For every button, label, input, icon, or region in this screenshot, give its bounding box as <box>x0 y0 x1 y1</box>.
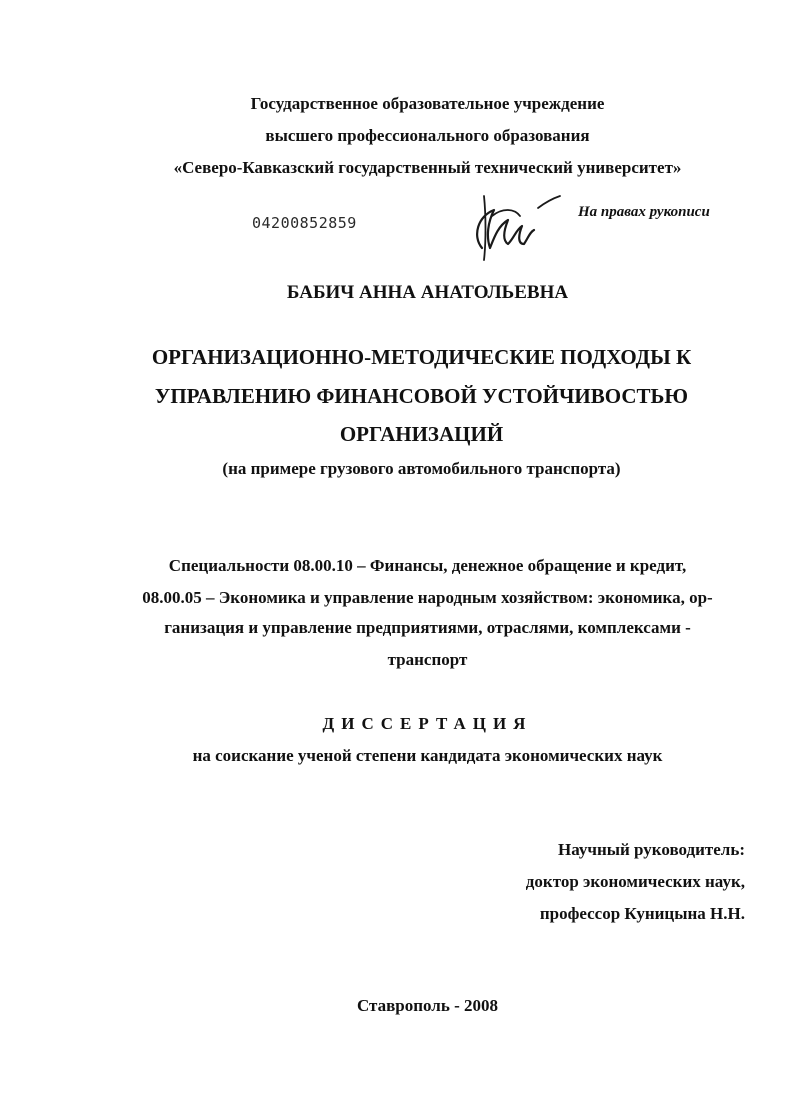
title-line-2: УПРАВЛЕНИЮ ФИНАНСОВОЙ УСТОЙЧИВОСТЬЮ <box>154 384 689 408</box>
specialty-line-3: ганизация и управление предприятиями, отраслями, комплексами - <box>164 618 691 637</box>
institution-line-2: высшего профессионального образования <box>265 126 590 145</box>
supervisor-label: Научный руководитель: <box>558 840 745 859</box>
author-name: БАБИЧ АННА АНАТОЛЬЕВНА <box>286 282 569 303</box>
title-line-1: ОРГАНИЗАЦИОННО-МЕТОДИЧЕСКИЕ ПОДХОДЫ К <box>151 345 692 369</box>
specialty-line-4: транспорт <box>387 650 468 669</box>
catalog-number: 04200852859 <box>252 214 357 232</box>
specialty-line-1: Специальности 08.00.10 – Финансы, денежное обращение и кредит, <box>168 556 687 575</box>
document-type: ДИССЕРТАЦИЯ <box>322 714 533 733</box>
signature-image <box>464 186 564 266</box>
supervisor-degree: доктор экономических наук, <box>525 872 745 891</box>
specialty-line-2: 08.00.05 – Экономика и управление народным хозяйством: экономика, ор- <box>142 588 713 607</box>
degree-line: на соискание ученой степени кандидата экономических наук <box>192 746 663 765</box>
institution-line-3: «Северо-Кавказский государственный технический университет» <box>173 158 682 177</box>
supervisor-name: профессор Куницына Н.Н. <box>539 904 745 923</box>
title-line-3: ОРГАНИЗАЦИЙ <box>339 422 504 446</box>
institution-line-1: Государственное образовательное учреждение <box>250 94 605 113</box>
place-and-year: Ставрополь - 2008 <box>356 996 498 1015</box>
subtitle: (на примере грузового автомобильного транспорта) <box>222 459 621 478</box>
manuscript-note: На правах рукописи <box>578 204 710 220</box>
